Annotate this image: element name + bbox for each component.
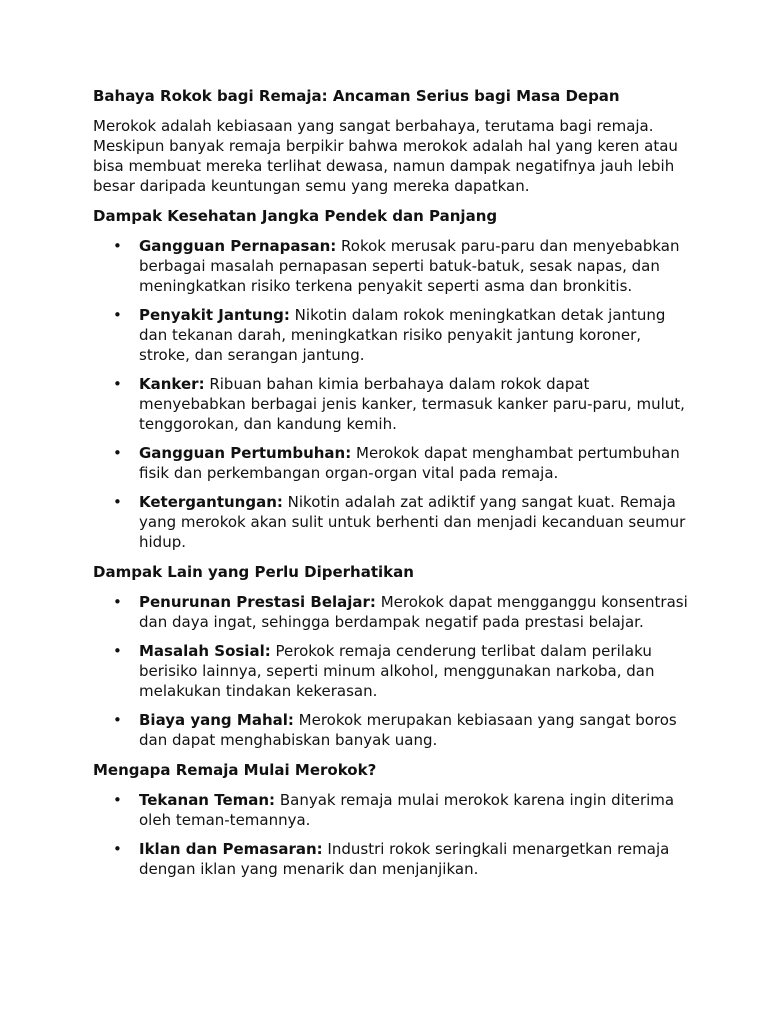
- item-text: Merokok dapat mengganggu konsentrasi dan daya ingat, sehingga berdampak negatif pada prestasi belajar.: [139, 593, 688, 631]
- list-item: [93, 492, 693, 552]
- item-term: Biaya yang Mahal:: [139, 711, 294, 729]
- item-term: Gangguan Pernapasan:: [139, 237, 337, 255]
- list-item: [93, 839, 693, 879]
- bullet-icon: •: [113, 375, 122, 393]
- section-heading-other-impacts: Dampak Lain yang Perlu Diperhatikan: [93, 563, 414, 581]
- bullet-icon: •: [113, 593, 122, 611]
- item-text: Merokok merupakan kebiasaan yang sangat boros dan dapat menghabiskan banyak uang.: [139, 711, 677, 749]
- item-term: Ketergantungan:: [139, 493, 283, 511]
- list-item: [93, 592, 693, 632]
- list-item: [93, 443, 693, 483]
- section-heading-health: Dampak Kesehatan Jangka Pendek dan Panjang: [93, 207, 498, 225]
- list-item: [93, 790, 693, 830]
- list-item: [93, 374, 693, 434]
- item-text: Industri rokok seringkali menargetkan remaja dengan iklan yang menarik dan menjanjikan.: [139, 840, 670, 878]
- item-term: Iklan dan Pemasaran:: [139, 840, 323, 858]
- intro-paragraph: Merokok adalah kebiasaan yang sangat berbahaya, terutama bagi remaja. Meskipun banyak remaja berpikir bahwa merokok adalah hal yang keren atau bisa membuat mereka terlihat dewasa, namun dampak negatifnya jauh lebih besar daripada keuntungan semu yang mereka dapatkan.: [93, 117, 678, 195]
- list-item: [93, 305, 693, 365]
- bullet-list-other-impacts: [93, 592, 693, 750]
- item-text: Nikotin adalah zat adiktif yang sangat kuat. Remaja yang merokok akan sulit untuk berhenti dan menjadi kecanduan seumur hidup.: [139, 493, 686, 551]
- document-title: Bahaya Rokok bagi Remaja: Ancaman Serius bagi Masa Depan: [93, 87, 620, 105]
- list-item: [93, 710, 693, 750]
- bullet-icon: •: [113, 642, 122, 660]
- item-text: Rokok merusak paru-paru dan menyebabkan berbagai masalah pernapasan seperti batuk-batuk, sesak napas, dan meningkatkan risiko terkena penyakit seperti asma dan bronkitis.: [139, 237, 680, 295]
- bullet-list-why-start: [93, 790, 693, 879]
- item-text: Merokok dapat menghambat pertumbuhan fisik dan perkembangan organ-organ vital pada remaja.: [139, 444, 680, 482]
- bullet-icon: •: [113, 237, 122, 255]
- item-term: Masalah Sosial:: [139, 642, 271, 660]
- bullet-icon: •: [113, 306, 122, 324]
- item-text: Ribuan bahan kimia berbahaya dalam rokok dapat menyebabkan berbagai jenis kanker, termasuk kanker paru-paru, mulut, tenggorokan, dan kandung kemih.: [139, 375, 685, 433]
- bullet-icon: •: [113, 791, 122, 809]
- item-term: Gangguan Pertumbuhan:: [139, 444, 352, 462]
- bullet-icon: •: [113, 493, 122, 511]
- item-term: Penyakit Jantung:: [139, 306, 290, 324]
- item-text: Nikotin dalam rokok meningkatkan detak jantung dan tekanan darah, meningkatkan risiko penyakit jantung koroner, stroke, dan serangan jantung.: [139, 306, 666, 364]
- item-term: Kanker:: [139, 375, 205, 393]
- document-page: [93, 86, 693, 889]
- item-text: Banyak remaja mulai merokok karena ingin diterima oleh teman-temannya.: [139, 791, 675, 829]
- list-item: [93, 236, 693, 296]
- bullet-list-health: [93, 236, 693, 552]
- section-heading-why-start: Mengapa Remaja Mulai Merokok?: [93, 761, 377, 779]
- bullet-icon: •: [113, 444, 122, 462]
- bullet-icon: •: [113, 711, 122, 729]
- item-term: Penurunan Prestasi Belajar:: [139, 593, 376, 611]
- item-text: Perokok remaja cenderung terlibat dalam perilaku berisiko lainnya, seperti minum alkohol, menggunakan narkoba, dan melakukan tindakan kekerasan.: [139, 642, 655, 700]
- list-item: [93, 641, 693, 701]
- item-term: Tekanan Teman:: [139, 791, 276, 809]
- bullet-icon: •: [113, 840, 122, 858]
